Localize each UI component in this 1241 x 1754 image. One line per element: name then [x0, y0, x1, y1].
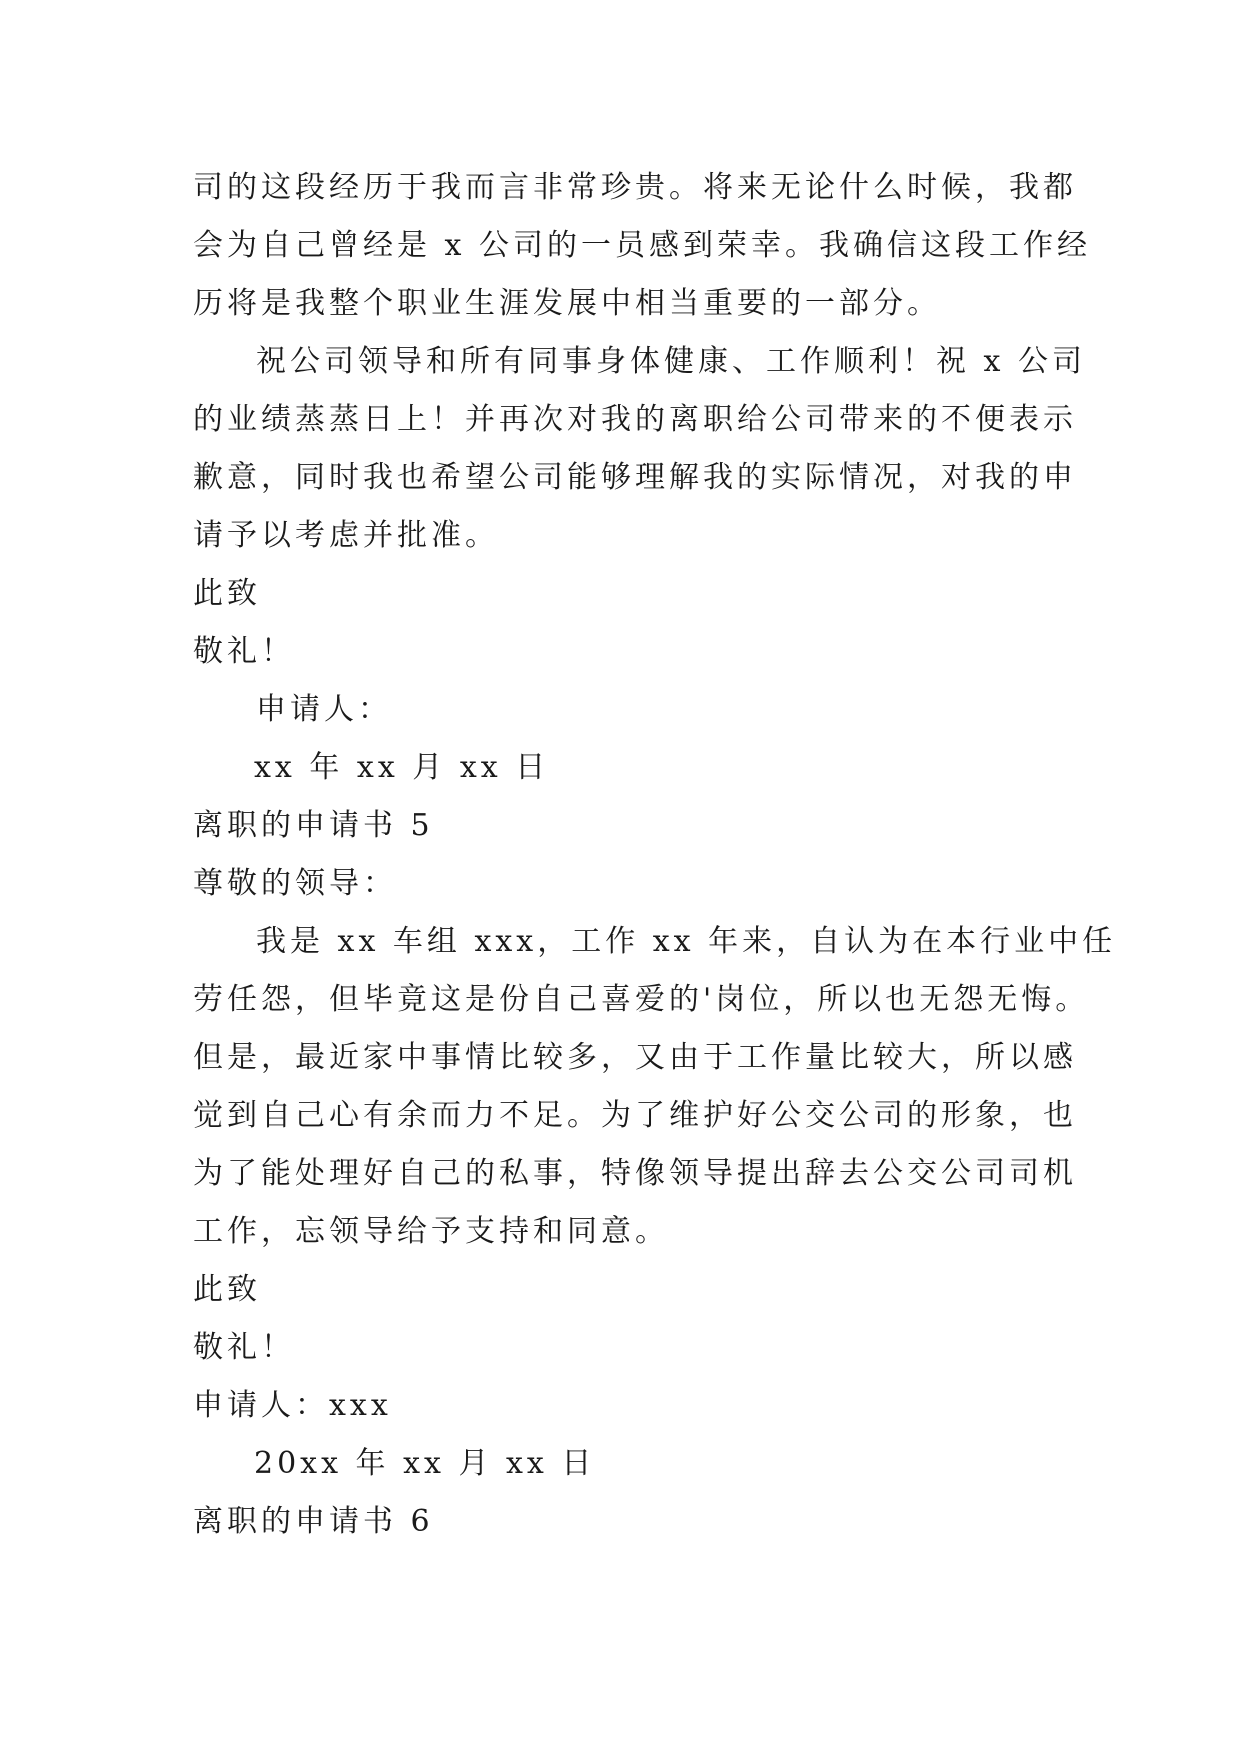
date-line: 20xx 年 xx 月 xx 日: [254, 1446, 596, 1481]
paragraph-line: 歉意，同时我也希望公司能够理解我的实际情况，对我的申: [193, 460, 1077, 495]
paragraph-line: 会为自己曾经是 x 公司的一员感到荣幸。我确信这段工作经: [193, 228, 1091, 263]
applicant-line: 申请人：xxx: [193, 1388, 392, 1423]
paragraph-line: 我是 xx 车组 xxx，工作 xx 年来，自认为在本行业中任: [256, 924, 1117, 959]
closing-regards: 敬礼！: [193, 1330, 295, 1365]
paragraph-line: 请予以考虑并批准。: [193, 518, 499, 553]
closing-salutation: 此致: [193, 576, 261, 611]
paragraph-line: 历将是我整个职业生涯发展中相当重要的一部分。: [193, 286, 941, 321]
section-title: 离职的申请书 6: [193, 1504, 434, 1539]
paragraph-line: 工作，忘领导给予支持和同意。: [193, 1214, 669, 1249]
paragraph-line: 祝公司领导和所有同事身体健康、工作顺利！祝 x 公司: [256, 344, 1086, 379]
closing-regards: 敬礼！: [193, 634, 295, 669]
letter-greeting: 尊敬的领导：: [193, 866, 397, 901]
paragraph-line: 觉到自己心有余而力不足。为了维护好公交公司的形象，也: [193, 1098, 1077, 1133]
paragraph-line: 的业绩蒸蒸日上！并再次对我的离职给公司带来的不便表示: [193, 402, 1077, 437]
paragraph-line: 劳任怨，但毕竟这是份自己喜爱的'岗位，所以也无怨无悔。: [193, 982, 1090, 1017]
closing-salutation: 此致: [193, 1272, 261, 1307]
paragraph-line: 司的这段经历于我而言非常珍贵。将来无论什么时候，我都: [193, 170, 1077, 205]
applicant-label: 申请人：: [256, 692, 392, 727]
paragraph-line: 但是，最近家中事情比较多，又由于工作量比较大，所以感: [193, 1040, 1077, 1075]
date-line: xx 年 xx 月 xx 日: [254, 750, 550, 785]
paragraph-line: 为了能处理好自己的私事，特像领导提出辞去公交公司司机: [193, 1156, 1077, 1191]
section-title: 离职的申请书 5: [193, 808, 434, 843]
